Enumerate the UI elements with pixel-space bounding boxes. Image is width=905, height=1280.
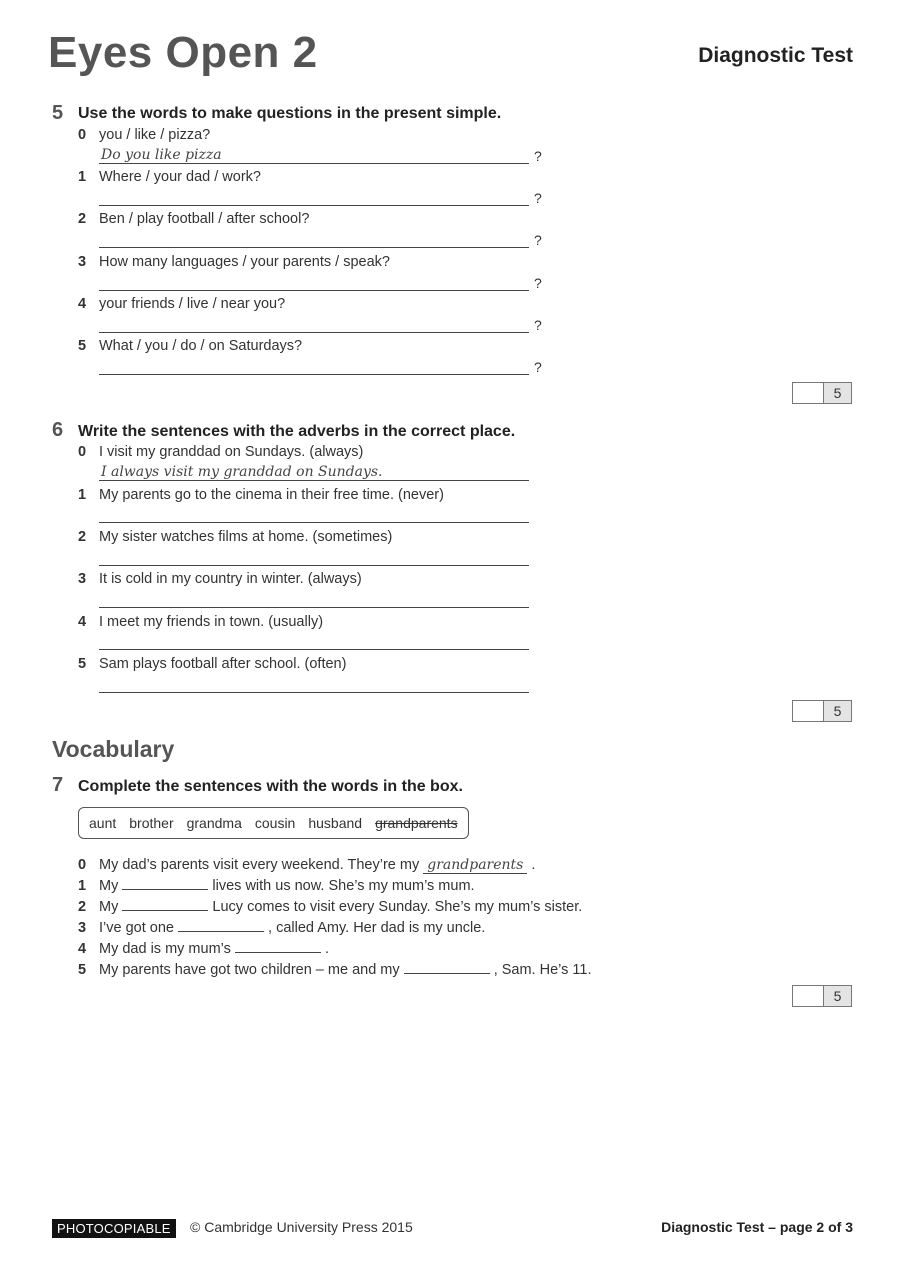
s5-item-1: 1 Where / your dad / work? (78, 169, 261, 185)
s5-item-4: 4 your friends / live / near you? (78, 296, 286, 312)
word-box-item: cousin (254, 815, 296, 831)
s5-item-5: 5 What / you / do / on Saturdays? (78, 338, 303, 354)
s5-qmark-0: ? (534, 148, 542, 164)
s6-item-0: 0 I visit my granddad on Sundays. (always) (78, 444, 364, 460)
s7-item-4: 4 My dad is my mum’s . (78, 941, 329, 957)
copyright-notice: © Cambridge University Press 2015 (190, 1219, 413, 1235)
s6-item-1: 1 My parents go to the cinema in their free time. (never) (78, 487, 444, 503)
page-number-label: Diagnostic Test – page 2 of 3 (661, 1219, 853, 1235)
vocabulary-heading: Vocabulary (52, 736, 175, 762)
s5-qmark-3: ? (534, 275, 542, 291)
s7-gap-3[interactable] (178, 930, 264, 932)
s5-item-2: 2 Ben / play football / after school? (78, 211, 310, 227)
section-5-score-box[interactable] (792, 382, 852, 404)
s7-item-1: 1 My lives with us now. She’s my mum’s mum. (78, 878, 475, 894)
score-total: 5 (824, 383, 851, 403)
score-input[interactable] (793, 986, 824, 1006)
s7-gap-4[interactable] (235, 951, 321, 953)
s5-answer-line-2[interactable] (99, 247, 529, 248)
score-total: 5 (824, 986, 851, 1006)
s6-answer-line-0[interactable] (99, 480, 529, 481)
section-6-instruction: Write the sentences with the adverbs in the correct place. (78, 423, 516, 440)
word-box-item: aunt (89, 815, 117, 831)
s7-item-3: 3 I’ve got one , called Amy. Her dad is my uncle. (78, 920, 486, 936)
section-7-number: 7 (52, 774, 64, 796)
s6-item-4: 4 I meet my friends in town. (usually) (78, 614, 324, 630)
s7-item-5: 5 My parents have got two children – me and my , Sam. He’s 11. (78, 962, 592, 978)
score-input[interactable] (793, 383, 824, 403)
s5-item-0: 0 you / like / pizza? (78, 127, 211, 143)
word-box-item: husband (308, 815, 363, 831)
s5-answer-line-1[interactable] (99, 205, 529, 206)
s7-gap-0: grandparents (423, 857, 527, 874)
s5-answer-line-5[interactable] (99, 374, 529, 375)
s7-gap-1[interactable] (122, 888, 208, 890)
s6-answer-0: I always visit my granddad on Sundays. (101, 464, 383, 480)
s5-answer-line-4[interactable] (99, 332, 529, 333)
score-total: 5 (824, 701, 851, 721)
s7-gap-2[interactable] (122, 909, 208, 911)
section-7-score-box[interactable] (792, 985, 852, 1007)
s6-answer-line-4[interactable] (99, 649, 529, 650)
s7-item-2: 2 My Lucy comes to visit every Sunday. She’s my mum’s sister. (78, 899, 583, 915)
s5-item-3: 3 How many languages / your parents / speak? (78, 254, 390, 270)
s7-item-0: 0 My dad’s parents visit every weekend. They’re my grandparents . (78, 857, 536, 873)
s6-item-3: 3 It is cold in my country in winter. (always) (78, 571, 362, 587)
s7-gap-5[interactable] (404, 972, 490, 974)
s5-qmark-5: ? (534, 359, 542, 375)
photocopiable-badge: PHOTOCOPIABLE (52, 1219, 176, 1238)
s6-answer-line-1[interactable] (99, 522, 529, 523)
s5-answer-line-3[interactable] (99, 290, 529, 291)
test-name: Diagnostic Test (698, 44, 853, 67)
word-box-item: grandma (186, 815, 242, 831)
s6-item-5: 5 Sam plays football after school. (often) (78, 656, 347, 672)
section-7-instruction: Complete the sentences with the words in the box. (78, 778, 463, 795)
s6-answer-line-5[interactable] (99, 692, 529, 693)
word-box (78, 807, 469, 839)
s5-qmark-1: ? (534, 190, 542, 206)
score-input[interactable] (793, 701, 824, 721)
word-box-item-used: grandparents (375, 815, 458, 831)
s5-qmark-4: ? (534, 317, 542, 333)
section-5-number: 5 (52, 102, 64, 124)
s5-answer-0: Do you like pizza (101, 147, 222, 163)
s6-answer-line-3[interactable] (99, 607, 529, 608)
section-5-instruction: Use the words to make questions in the present simple. (78, 105, 502, 122)
s6-answer-line-2[interactable] (99, 565, 529, 566)
section-6-number: 6 (52, 419, 64, 441)
s5-answer-line-0[interactable] (99, 163, 529, 164)
section-6-score-box[interactable] (792, 700, 852, 722)
s6-item-2: 2 My sister watches films at home. (sometimes) (78, 529, 393, 545)
page-title: Eyes Open 2 (48, 28, 318, 77)
word-box-item: brother (129, 815, 174, 831)
s5-qmark-2: ? (534, 232, 542, 248)
